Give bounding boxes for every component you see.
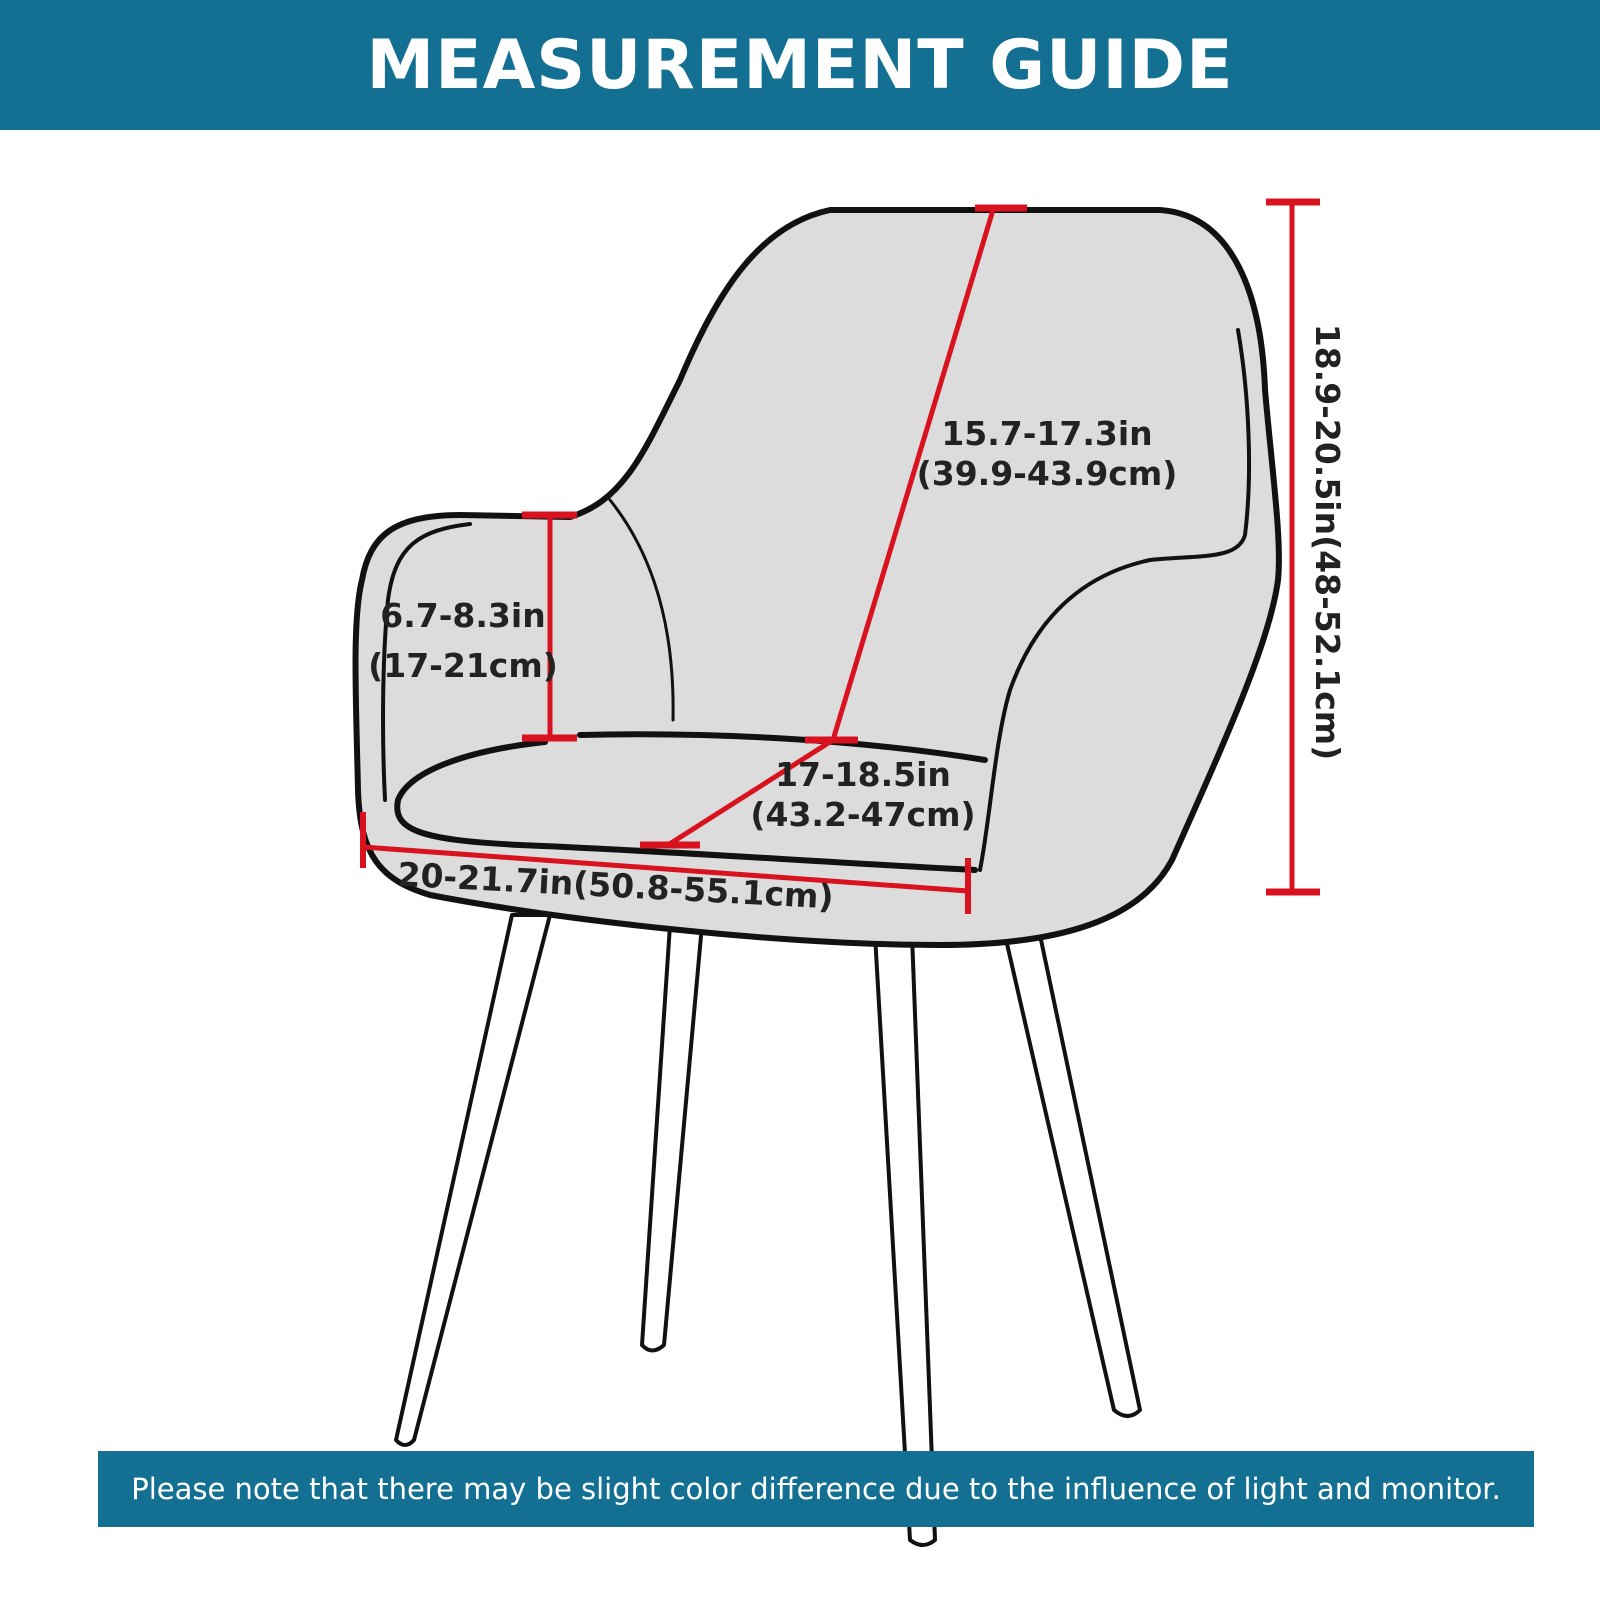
back-height-inch-label: 15.7-17.3in bbox=[941, 414, 1153, 453]
page-title: MEASUREMENT GUIDE bbox=[366, 25, 1234, 105]
chair-leg-back-left bbox=[642, 925, 702, 1351]
armrest-height-cm-label: (17-21cm) bbox=[368, 646, 558, 685]
chair-leg-front-right bbox=[1005, 935, 1140, 1416]
seat-depth-inch-label: 17-18.5in bbox=[775, 755, 951, 794]
chair-leg-front-left bbox=[396, 915, 550, 1445]
armrest-height-inch-label: 6.7-8.3in bbox=[380, 596, 546, 635]
seat-width-label: 20-21.7in(50.8-55.1cm) bbox=[396, 854, 835, 917]
total-height-label: 18.9-20.5in(48-52.1cm) bbox=[1308, 323, 1347, 761]
footer-note-banner bbox=[98, 1451, 1534, 1527]
back-height-cm-label: (39.9-43.9cm) bbox=[916, 454, 1178, 493]
chair-shell bbox=[356, 210, 1279, 945]
seat-depth-cm-label: (43.2-47cm) bbox=[750, 795, 976, 834]
footer-note: Please note that there may be slight color difference due to the influence of light and monitor. bbox=[131, 1472, 1501, 1506]
